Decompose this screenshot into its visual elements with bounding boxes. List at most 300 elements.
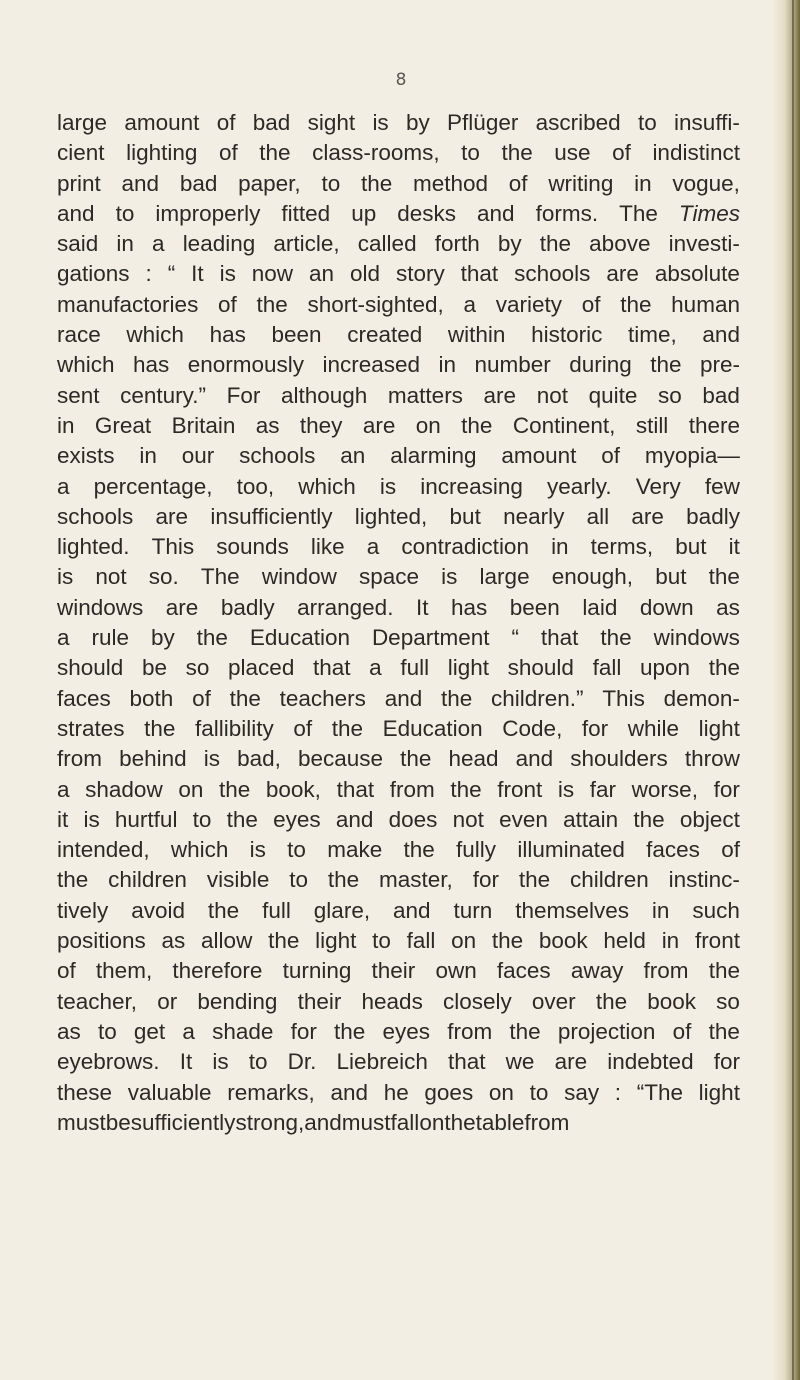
word: glare, (313, 897, 371, 923)
word: is (212, 1049, 229, 1075)
text-line (57, 472, 740, 502)
text-line (57, 896, 740, 926)
word: demon- (663, 685, 740, 711)
word: said (57, 231, 99, 257)
text-line (57, 381, 740, 411)
word: an (309, 261, 335, 287)
word: eyes (382, 1018, 431, 1044)
word: from (524, 1109, 570, 1135)
word: worse, (631, 776, 698, 802)
word: of (721, 837, 740, 863)
word: and (477, 200, 515, 226)
word: bad (179, 170, 218, 196)
word: use (554, 140, 591, 166)
word: bad, (237, 746, 281, 772)
word: must (341, 1109, 391, 1135)
word: sounds (216, 534, 289, 560)
word: sufficiently (130, 1109, 236, 1135)
word: the (256, 291, 288, 317)
word: are (155, 503, 189, 529)
word: short-sighted, (307, 291, 444, 317)
word: Department (371, 625, 490, 651)
word: the (650, 352, 682, 378)
word: to (461, 140, 480, 166)
word: “ (167, 261, 176, 287)
word: forms. (535, 200, 599, 226)
word: arranged. (297, 594, 394, 620)
word: down (639, 594, 694, 620)
word: for (290, 1018, 317, 1044)
word: large (57, 110, 108, 135)
text-line (57, 411, 740, 441)
word: tively (57, 897, 109, 923)
word: a (463, 291, 477, 317)
word: it (728, 534, 740, 560)
word: indistinct (652, 140, 740, 166)
word: is (57, 564, 74, 590)
word: allow (201, 928, 253, 954)
word: fitted (281, 200, 331, 226)
word: light (698, 715, 740, 741)
word: Pflüger (447, 110, 519, 135)
word: shadow (85, 776, 163, 802)
word: for (713, 1049, 740, 1075)
word: children (108, 867, 187, 893)
word: is (557, 776, 575, 802)
word: to (637, 110, 657, 135)
word: front (497, 776, 543, 802)
word: head (448, 746, 499, 772)
word: from (643, 958, 689, 984)
text-line (57, 199, 740, 229)
text-line (57, 350, 740, 380)
word: to (321, 170, 341, 196)
word: although (280, 382, 368, 408)
word: sent (57, 382, 100, 408)
word: and (335, 806, 374, 832)
word: from (447, 1018, 493, 1044)
word: Education (382, 715, 483, 741)
text-line (57, 926, 740, 956)
word: insufficiently (210, 503, 333, 529)
word: the (331, 715, 364, 741)
word: human (671, 291, 740, 317)
text-line (57, 1047, 740, 1077)
text-line (57, 653, 740, 683)
text-line (57, 229, 740, 259)
word: the (461, 412, 493, 438)
word: be (105, 1109, 131, 1135)
text-line (57, 744, 740, 774)
word: lighted, (354, 503, 428, 529)
word: for (472, 867, 499, 893)
word: themselves (515, 897, 629, 923)
word: so. (148, 564, 179, 590)
word: in (651, 897, 670, 923)
word: the (403, 837, 435, 863)
word: to (192, 806, 212, 832)
word: quite (588, 382, 638, 408)
word: an (340, 443, 366, 469)
word: the (539, 231, 572, 257)
word: absolute (654, 261, 740, 287)
word: increasing (420, 473, 523, 499)
word: print (57, 170, 101, 196)
word: does (388, 806, 438, 832)
word: eyebrows. (57, 1049, 160, 1075)
word: is (219, 261, 236, 287)
word: This (151, 534, 195, 560)
word: but (675, 534, 707, 560)
word: faces (646, 837, 700, 863)
word: lighting (126, 140, 198, 166)
word: method (412, 170, 489, 196)
word: that (448, 1049, 486, 1075)
word: badly (686, 503, 740, 529)
word: instinc- (668, 867, 740, 893)
word: fallibility (195, 715, 274, 741)
word: while (627, 715, 680, 741)
word: remarks, (227, 1079, 315, 1105)
word: matters (387, 382, 463, 408)
word: of (57, 958, 76, 984)
word: as (255, 412, 280, 438)
word: the (196, 625, 228, 651)
word: we (505, 1049, 535, 1075)
text-line (57, 775, 740, 805)
word: which (298, 473, 356, 499)
word: attain (563, 806, 619, 832)
word: projection (557, 1018, 656, 1044)
word: and (57, 200, 95, 226)
word: the (218, 776, 251, 802)
word: of (581, 291, 601, 317)
word: are (483, 382, 517, 408)
word: Very (635, 473, 681, 499)
word: in (438, 352, 457, 378)
word: visible (206, 867, 270, 893)
word: are (554, 1049, 588, 1075)
word: forth (434, 231, 480, 257)
text-line (57, 1078, 740, 1108)
word: been (509, 594, 560, 620)
body-text (57, 108, 740, 1138)
word: are (606, 261, 639, 287)
word: and (702, 322, 740, 348)
word: for (713, 776, 740, 802)
word: fully (456, 837, 497, 863)
word: race (57, 322, 101, 348)
word: laid (582, 594, 618, 620)
text-line (57, 1108, 740, 1138)
word: say (564, 1079, 600, 1105)
word: children (569, 867, 649, 893)
word: in (634, 170, 652, 196)
word: a (182, 1018, 195, 1044)
word: our (181, 443, 215, 469)
word: of (612, 140, 631, 166)
word: of (218, 140, 238, 166)
word: a (57, 625, 70, 651)
word: during (569, 352, 632, 378)
word: too, (236, 473, 275, 499)
word: which (170, 837, 229, 863)
word: eyes (273, 806, 321, 832)
word: behind (119, 746, 187, 772)
word: the (600, 625, 632, 651)
word: the (633, 806, 665, 832)
word: schools (239, 443, 316, 469)
word: avoid (131, 897, 185, 923)
word: teachers (279, 685, 366, 711)
word: the (708, 1018, 740, 1044)
word: so (185, 655, 210, 681)
word: century.” (120, 382, 206, 408)
word: is (83, 806, 100, 832)
word: and (304, 1109, 342, 1135)
word: that (540, 625, 579, 651)
word: The (619, 200, 658, 226)
word: indebted (607, 1049, 694, 1075)
word: a (366, 534, 380, 560)
word: not (95, 564, 127, 590)
word: : (614, 1079, 622, 1105)
word: strates (57, 715, 125, 741)
text-line (57, 956, 740, 986)
word: in (661, 928, 680, 954)
word: on (419, 1109, 445, 1135)
word: It (191, 261, 204, 287)
word: a (57, 776, 70, 802)
word: held (603, 928, 646, 954)
word: should (57, 655, 124, 681)
word: the (595, 988, 628, 1014)
word: to (248, 1049, 268, 1075)
word: the (327, 867, 360, 893)
word: amount (501, 443, 577, 469)
word: time, (628, 322, 677, 348)
word: must (57, 1109, 106, 1135)
word: cient (57, 140, 105, 166)
word: book (647, 988, 697, 1014)
word: space (359, 564, 420, 590)
word: ascribed (535, 110, 621, 135)
word: in (551, 534, 569, 560)
word: Britain (171, 412, 236, 438)
word: Code, (502, 715, 563, 741)
word: the (360, 170, 393, 196)
word: but (655, 564, 687, 590)
word: leading (182, 231, 256, 257)
word: article, (273, 231, 340, 257)
word: on (178, 776, 204, 802)
word: enough, (551, 564, 634, 590)
word: to (372, 928, 391, 954)
word: the (450, 776, 482, 802)
word: like (310, 534, 345, 560)
word: of (192, 685, 211, 711)
word: positions (57, 928, 146, 954)
word: which (126, 322, 184, 348)
word: Times (678, 200, 740, 226)
word: Education (249, 625, 350, 651)
word: has (132, 352, 170, 378)
word: the (268, 928, 300, 954)
word: light (315, 928, 357, 954)
word: within (447, 322, 506, 348)
word: are (165, 594, 199, 620)
word: and (393, 897, 431, 923)
word: fall (406, 928, 436, 954)
word: both (129, 685, 174, 711)
word: upon (640, 655, 691, 681)
word: story (395, 261, 445, 287)
word: a (57, 473, 70, 499)
word: number (474, 352, 551, 378)
word: few (704, 473, 740, 499)
word: been (271, 322, 322, 348)
word: insuffi- (674, 110, 740, 135)
word: book (538, 928, 588, 954)
word: for (581, 715, 609, 741)
word: that (312, 655, 351, 681)
word: it (57, 806, 69, 832)
word: historic (531, 322, 603, 348)
text-line (57, 138, 740, 168)
word: of (293, 715, 313, 741)
word: the (708, 564, 740, 590)
text-line (57, 593, 740, 623)
word: goes (424, 1079, 474, 1105)
word: such (692, 897, 740, 923)
page-number: 8 (395, 70, 407, 90)
word: the (334, 1018, 366, 1044)
word: of (601, 443, 621, 469)
text-line (57, 684, 740, 714)
word: in (57, 412, 75, 438)
text-line (57, 623, 740, 653)
word: from (389, 776, 435, 802)
word: created (347, 322, 423, 348)
word: nearly (503, 503, 565, 529)
word: enormously (187, 352, 305, 378)
text-line (57, 714, 740, 744)
word: bad (702, 382, 740, 408)
word: exists (57, 443, 115, 469)
word: contradiction (401, 534, 529, 560)
word: paper, (238, 170, 301, 196)
word: the (144, 715, 176, 741)
page-edge-shadow (772, 0, 800, 1380)
word: light (698, 1079, 740, 1105)
word: by (405, 110, 430, 135)
word: : (145, 261, 152, 287)
word: to (287, 837, 306, 863)
text-line (57, 290, 740, 320)
word: of (508, 170, 528, 196)
word: window (261, 564, 337, 590)
word: and (384, 685, 423, 711)
word: that (336, 776, 375, 802)
word: Continent, (512, 412, 616, 438)
word: are (362, 412, 396, 438)
word: has (209, 322, 246, 348)
word: so (716, 988, 740, 1014)
word: they (299, 412, 343, 438)
word: so (657, 382, 682, 408)
word: called (357, 231, 417, 257)
word: is (249, 837, 266, 863)
word: bending (197, 988, 278, 1014)
word: in (139, 443, 157, 469)
word: are (631, 503, 664, 529)
word: object (679, 806, 740, 832)
word: class-rooms, (312, 140, 440, 166)
word: full (262, 897, 291, 923)
word: on (415, 412, 441, 438)
text-line (57, 562, 740, 592)
word: the (708, 958, 740, 984)
word: to (115, 200, 135, 226)
word: is (441, 564, 458, 590)
word: desks (397, 200, 457, 226)
word: not (536, 382, 568, 408)
page-edge-line (792, 0, 794, 1380)
word: the (491, 928, 524, 954)
word: which (57, 352, 115, 378)
word: as (57, 1018, 81, 1044)
word: alarming (390, 443, 477, 469)
word: of (672, 1018, 692, 1044)
word: sight (307, 110, 356, 135)
word: faces (496, 958, 551, 984)
word: variety (495, 291, 563, 317)
word: on (488, 1079, 514, 1105)
word: “The (636, 1079, 683, 1105)
text-line (57, 805, 740, 835)
text-line (57, 108, 740, 138)
word: should (507, 655, 574, 681)
word: Liebreich (336, 1049, 428, 1075)
word: as (716, 594, 740, 620)
word: far (589, 776, 617, 802)
word: intended, (57, 837, 150, 863)
word: the (207, 897, 240, 923)
word: in (116, 231, 134, 257)
word: on (451, 928, 477, 954)
word: still (635, 412, 669, 438)
word: amount (124, 110, 200, 135)
word: valuable (127, 1079, 212, 1105)
word: schools (57, 503, 134, 529)
word: closely (442, 988, 512, 1014)
word: the (57, 867, 89, 893)
word: windows (653, 625, 740, 651)
word: full (400, 655, 430, 681)
word: the (518, 867, 551, 893)
word: up (351, 200, 377, 226)
word: fall (390, 1109, 420, 1135)
word: has (450, 594, 488, 620)
word: of (218, 291, 237, 317)
word: a (369, 655, 382, 681)
word: a (152, 231, 165, 257)
word: as (161, 928, 186, 954)
word: This (602, 685, 645, 711)
text-line (57, 502, 740, 532)
text-line (57, 987, 740, 1017)
word: is (372, 110, 389, 135)
